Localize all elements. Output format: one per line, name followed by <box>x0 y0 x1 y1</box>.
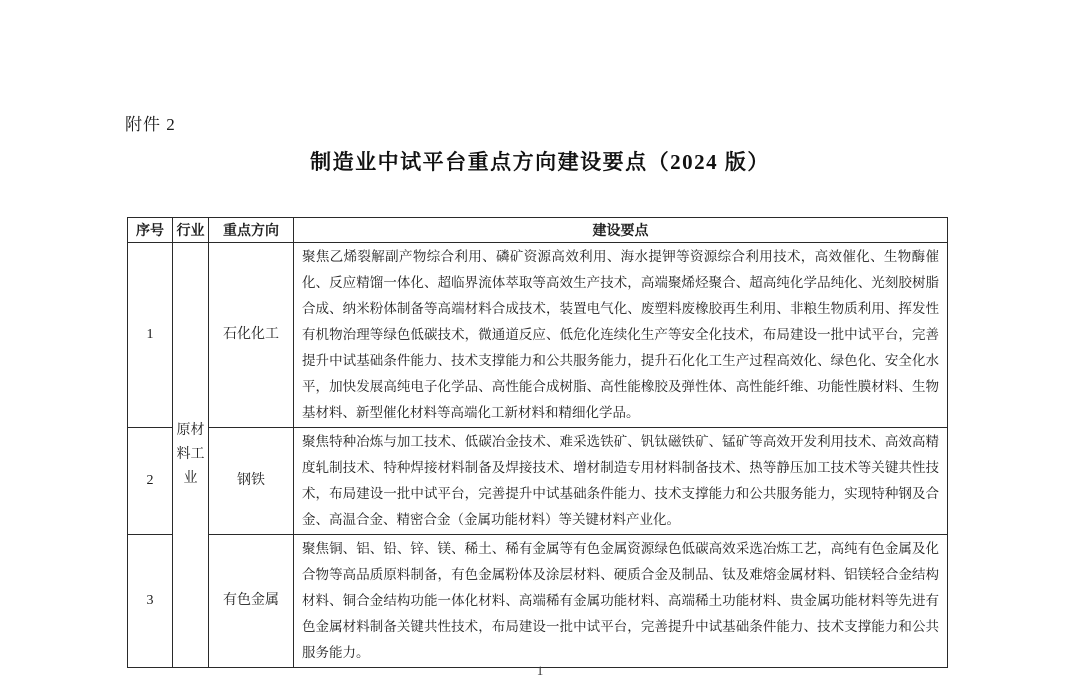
table-header-row <box>128 218 948 243</box>
direction-cell: 钢铁 <box>209 428 294 535</box>
attachment-label: 附件 2 <box>125 115 176 134</box>
col-header-points: 建设要点 <box>294 218 948 243</box>
col-header-industry: 行业 <box>173 218 209 243</box>
seq-cell: 2 <box>128 428 173 535</box>
direction-cell: 石化化工 <box>209 243 294 428</box>
col-header-direction: 重点方向 <box>209 218 294 243</box>
points-cell: 聚焦特种冶炼与加工技术、低碳冶金技术、难采选铁矿、钒钛磁铁矿、锰矿等高效开发利用技术、高效高精度轧制技术、特种焊接材料制备及焊接技术、增材制造专用材料制备技术、热等静压加工技术等关键共性技术，布局建设一批中试平台，完善提升中试基础条件能力、技术支撑能力和公共服务能力，实现特种钢及合金、高温合金、精密合金（金属功能材料）等关键材料产业化。 <box>294 428 948 535</box>
document-title: 制造业中试平台重点方向建设要点（2024 版） <box>310 150 770 174</box>
direction-cell: 有色金属 <box>209 535 294 668</box>
points-cell: 聚焦铜、铝、铅、锌、镁、稀土、稀有金属等有色金属资源绿色低碳高效采选冶炼工艺，高纯有色金属及化合物等高品质原料制备，有色金属粉体及涂层材料、硬质合金及制品、钛及难熔金属材料、铝镁轻合金结构材料、铜合金结构功能一体化材料、高端稀有金属功能材料、高端稀土功能材料、贵金属功能材料等先进有色金属材料制备关键共性技术，布局建设一批中试平台，完善提升中试基础条件能力、技术支撑能力和公共服务能力。 <box>294 535 948 668</box>
table-row <box>128 243 948 428</box>
table-row <box>128 428 948 535</box>
points-cell: 聚焦乙烯裂解副产物综合利用、磷矿资源高效利用、海水提钾等资源综合利用技术，高效催化、生物酶催化、反应精馏一体化、超临界流体萃取等高效生产技术，高端聚烯烃聚合、超高纯化学品纯化、光刻胶树脂合成、纳米粉体制备等高端材料合成技术，装置电气化、废塑料废橡胶再生利用、非粮生物质利用、挥发性有机物治理等绿色低碳技术，微通道反应、低危化连续化生产等安全化技术，布局建设一批中试平台，完善提升中试基础条件能力、技术支撑能力和公共服务能力，提升石化化工生产过程高效化、绿色化、安全化水平，加快发展高纯电子化学品、高性能合成树脂、高性能橡胶及弹性体、高性能纤维、功能性膜材料、生物基材料、新型催化材料等高端化工新材料和精细化学品。 <box>294 243 948 428</box>
industry-cell: 原材料工业 <box>173 243 209 668</box>
seq-cell: 3 <box>128 535 173 668</box>
page-number: 1 <box>536 663 544 678</box>
seq-cell: 1 <box>128 243 173 428</box>
col-header-seq: 序号 <box>128 218 173 243</box>
key-directions-table <box>127 217 948 668</box>
table-row <box>128 535 948 668</box>
